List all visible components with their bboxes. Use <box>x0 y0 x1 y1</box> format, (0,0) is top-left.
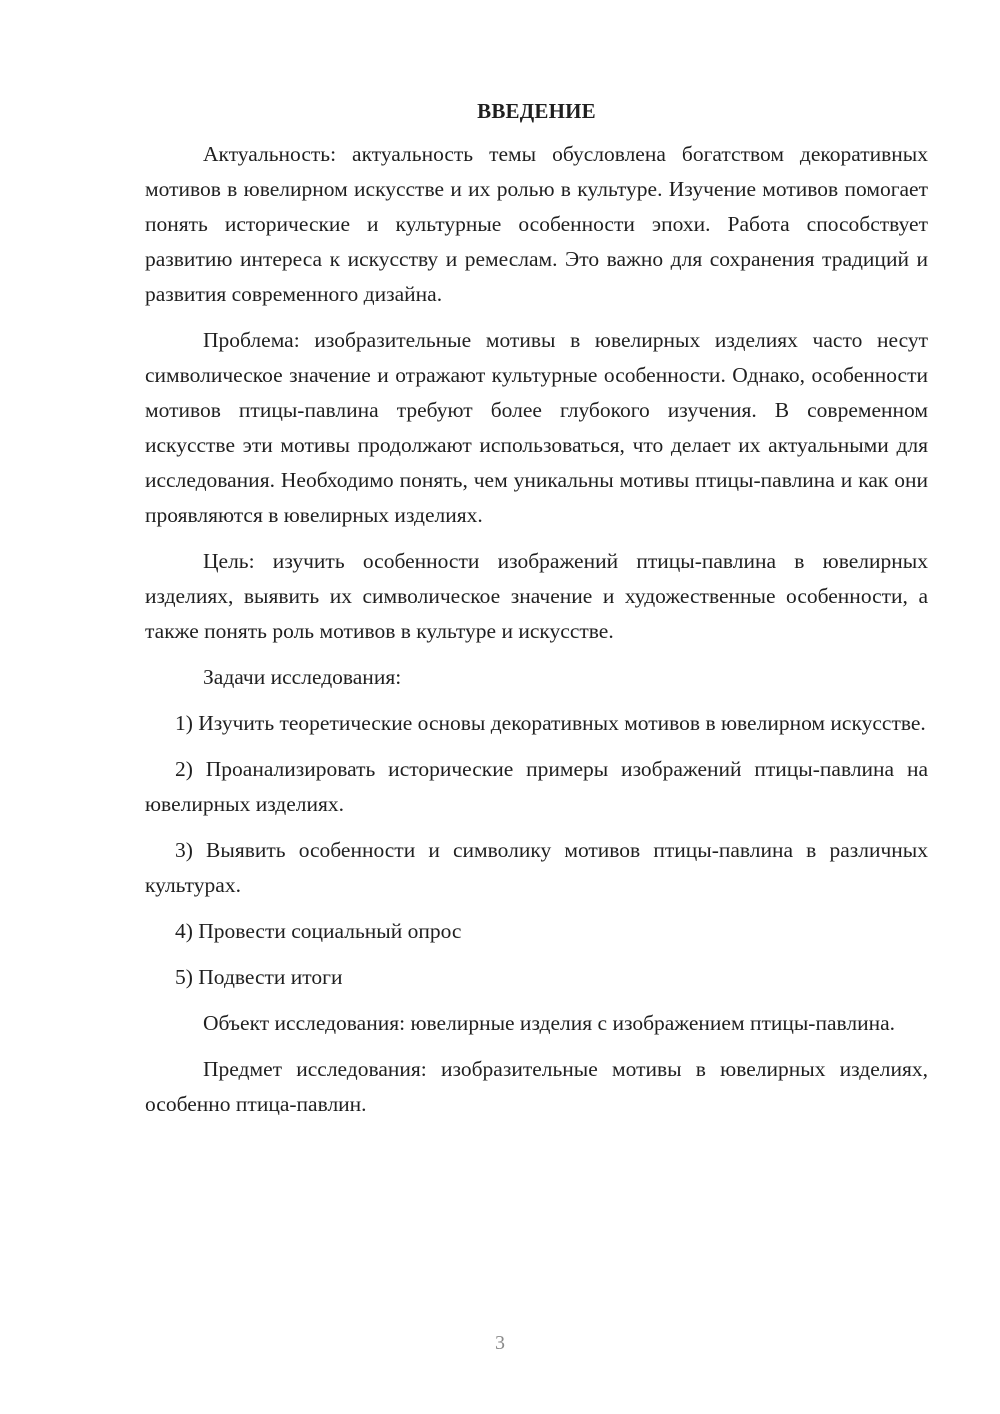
paragraph-object: Объект исследования: ювелирные изделия с изображением птицы-павлина. <box>203 1011 896 1035</box>
tasks-heading: Задачи исследования: <box>203 665 402 689</box>
page-content <box>145 96 928 1133</box>
task-item-2: 2) Проанализировать исторические примеры изображений птицы-павлина на ювелирных изделиях. <box>145 757 928 816</box>
paragraph-subject: Предмет исследования: изобразительные мотивы в ювелирных изделиях, особенно птица-павлин. <box>145 1057 928 1116</box>
page-title: ВВЕДЕНИЕ <box>477 99 596 123</box>
task-item-1: 1) Изучить теоретические основы декоративных мотивов в ювелирном искусстве. <box>175 711 926 735</box>
task-item-3: 3) Выявить особенности и символику мотивов птицы-павлина в различных культурах. <box>145 838 928 897</box>
task-item-5: 5) Подвести итоги <box>175 965 343 989</box>
page-number: 3 <box>495 1332 505 1354</box>
paragraph-problem: Проблема: изобразительные мотивы в ювелирных изделиях часто несут символическое значение и отражают культурные особенности. Однако, особенности мотивов птицы-павлина требуют более глубокого изучения. В современном искусстве эти мотивы продолжают использоваться, что делает их актуальными для исследования. Необходимо понять, чем уникальны мотивы птицы-павлина и как они проявляются в ювелирных изделиях. <box>145 328 928 527</box>
paragraph-relevance: Актуальность: актуальность темы обусловлена богатством декоративных мотивов в ювелирном искусстве и их ролью в культуре. Изучение мотивов помогает понять исторические и культурные особенности эпохи. Работа способствует развитию интереса к искусству и ремеслам. Это важно для сохранения традиций и развития современного дизайна. <box>145 142 928 306</box>
paragraph-goal: Цель: изучить особенности изображений птицы-павлина в ювелирных изделиях, выявить их символическое значение и художественные особенности, а также понять роль мотивов в культуре и искусстве. <box>145 549 928 643</box>
tasks-list <box>145 706 928 995</box>
task-item-4: 4) Провести социальный опрос <box>175 919 462 943</box>
